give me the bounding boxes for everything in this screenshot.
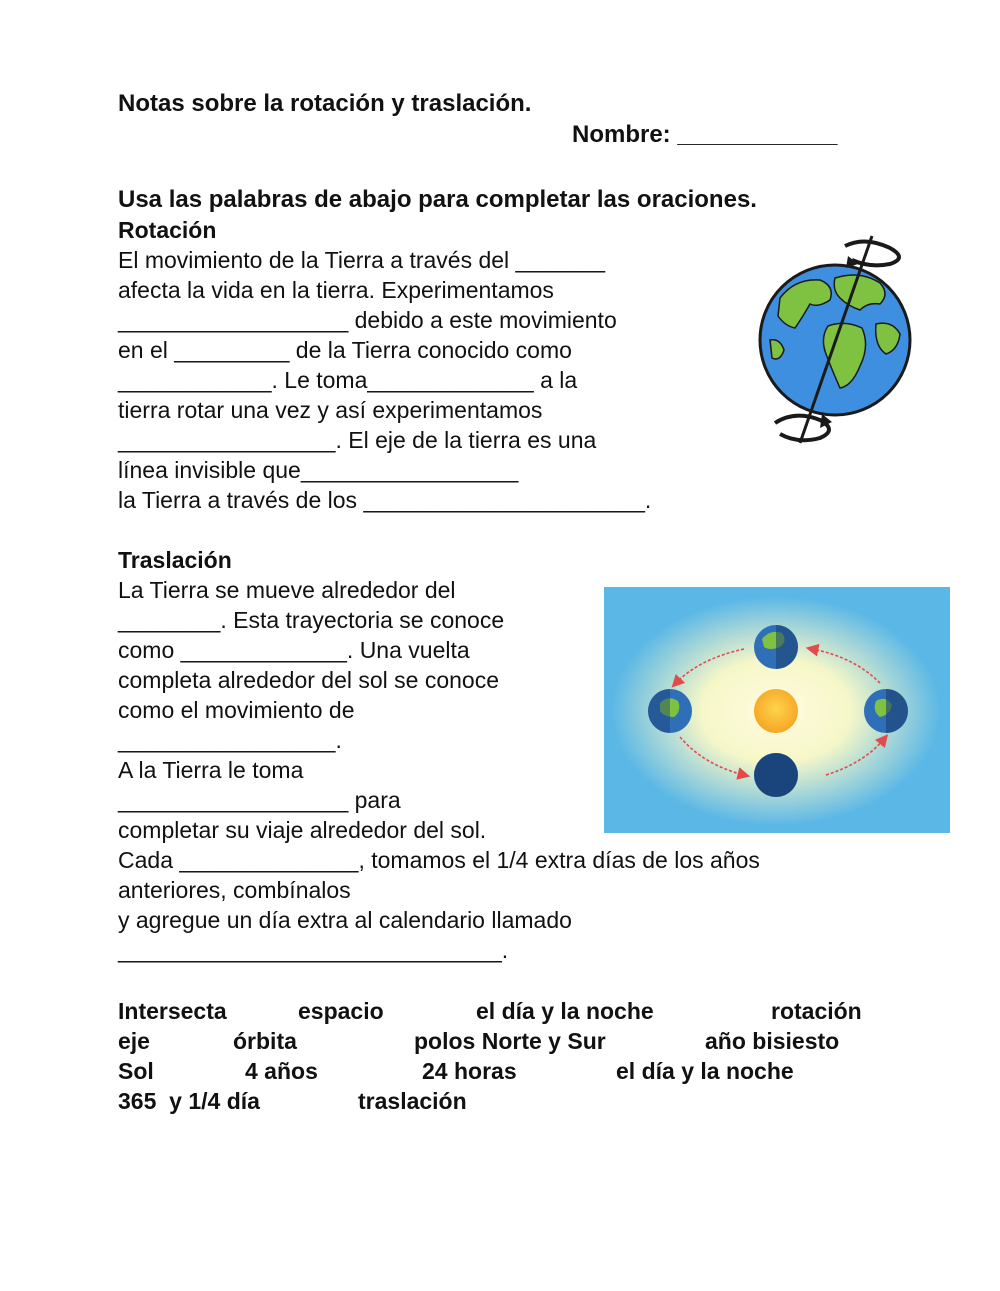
translation-heading: Traslación <box>118 547 232 573</box>
translation-line: completa alrededor del sol se conoce <box>118 667 500 693</box>
translation-line: _________________. <box>118 727 342 753</box>
rotation-line: en el _________ de la Tierra conocido como <box>118 337 572 363</box>
word-bank-item: rotación <box>771 998 862 1024</box>
word-bank-item: Sol <box>118 1058 154 1084</box>
translation-line: y agregue un día extra al calendario llamado <box>118 907 572 933</box>
translation-line: ______________________________. <box>118 937 509 963</box>
word-bank-item: 365 y 1/4 día <box>118 1088 260 1114</box>
word-bank-item: espacio <box>298 998 384 1024</box>
instructions: Usa las palabras de abajo para completar las oraciones. <box>118 186 757 213</box>
word-bank-item: el día y la noche <box>616 1058 794 1084</box>
translation-line: La Tierra se mueve alrededor del <box>118 577 456 603</box>
word-bank-item: traslación <box>358 1088 467 1114</box>
translation-line: como _____________. Una vuelta <box>118 637 470 663</box>
translation-line: completar su viaje alrededor del sol. <box>118 817 487 843</box>
translation-line: anteriores, combínalos <box>118 877 351 903</box>
rotation-line: afecta la vida en la tierra. Experimentamos <box>118 277 554 303</box>
rotation-line: __________________ debido a este movimiento <box>118 307 617 333</box>
word-bank-item: 24 horas <box>422 1058 517 1084</box>
translation-line: ________. Esta trayectoria se conoce <box>118 607 505 633</box>
rotation-line: _________________. El eje de la tierra es una <box>118 427 597 453</box>
rotation-line: El movimiento de la Tierra a través del _______ <box>118 247 606 273</box>
name-field[interactable]: Nombre: ____________ <box>572 121 838 148</box>
rotation-heading: Rotación <box>118 217 217 243</box>
earth-orbit-diagram-icon <box>604 587 950 833</box>
translation-line: __________________ para <box>118 787 401 813</box>
page-title: Notas sobre la rotación y traslación. <box>118 90 532 117</box>
word-bank-item: el día y la noche <box>476 998 654 1024</box>
rotation-line: línea invisible que_________________ <box>118 457 519 483</box>
rotation-line: tierra rotar una vez y así experimentamos <box>118 397 543 423</box>
translation-line: Cada ______________, tomamos el 1/4 extra días de los años <box>118 847 760 873</box>
rotation-line: ____________. Le toma_____________ a la <box>118 367 578 393</box>
translation-line: A la Tierra le toma <box>118 757 304 783</box>
rotating-earth-icon <box>740 228 950 453</box>
word-bank-item: 4 años <box>245 1058 318 1084</box>
rotation-line: la Tierra a través de los ______________________. <box>118 487 652 513</box>
translation-line: como el movimiento de <box>118 697 355 723</box>
word-bank-item: órbita <box>233 1028 297 1054</box>
word-bank-item: polos Norte y Sur <box>414 1028 606 1054</box>
word-bank-item: Intersecta <box>118 998 227 1024</box>
word-bank-item: año bisiesto <box>705 1028 840 1054</box>
word-bank-item: eje <box>118 1028 150 1054</box>
